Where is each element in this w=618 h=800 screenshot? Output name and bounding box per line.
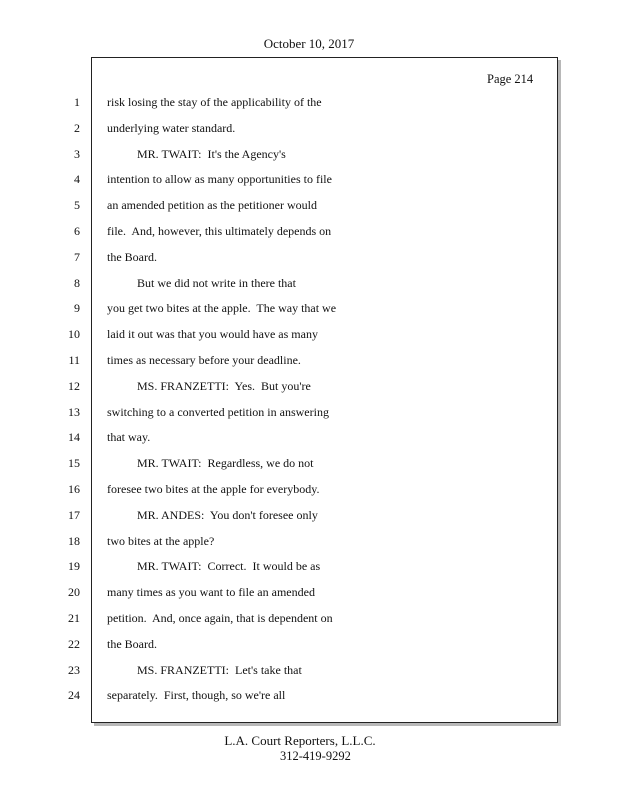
line-number: 15 [68,456,80,470]
transcript-line: laid it out was that you would have as many [107,327,318,341]
line-number: 18 [68,534,80,548]
line-number: 4 [74,172,80,186]
transcript-line: that way. [107,430,151,444]
line-number: 16 [68,482,80,496]
transcript-line: an amended petition as the petitioner would [107,198,317,212]
line-number: 24 [68,688,80,702]
transcript-line: switching to a converted petition in answering [107,405,329,419]
transcript-line: MS. FRANZETTI: Let's take that [107,663,302,677]
transcript-line: foresee two bites at the apple for everybody. [107,482,320,496]
transcript-line: But we did not write in there that [107,276,296,290]
line-number: 5 [74,198,80,212]
line-number: 23 [68,663,80,677]
transcript-line: separately. First, though, so we're all [107,688,286,702]
footer-company: L.A. Court Reporters, L.L.C. [224,733,376,748]
header-date: October 10, 2017 [263,36,355,51]
line-number: 12 [68,379,80,393]
line-number: 22 [68,637,80,651]
line-number: 6 [74,224,80,238]
transcript-line: times as necessary before your deadline. [107,353,301,367]
transcript-line: petition. And, once again, that is dependent on [107,611,333,625]
transcript-line: MS. FRANZETTI: Yes. But you're [107,379,311,393]
line-number: 21 [68,611,80,625]
line-number: 20 [68,585,80,599]
line-number: 9 [74,301,80,315]
line-number: 11 [68,353,80,367]
line-number: 1 [74,95,80,109]
transcript-line: the Board. [107,637,157,651]
transcript-line: two bites at the apple? [107,534,215,548]
transcript-line: file. And, however, this ultimately depends on [107,224,332,238]
line-number: 13 [68,405,80,419]
transcript-line: underlying water standard. [107,121,236,135]
line-number: 7 [74,250,80,264]
line-number: 8 [74,276,80,290]
line-number: 3 [74,147,80,161]
transcript-line: MR. TWAIT: Correct. It would be as [107,559,321,573]
footer-phone: 312-419-9292 [280,749,351,763]
page-number: Page 214 [487,72,534,86]
transcript-line: intention to allow as many opportunities to file [107,172,332,186]
transcript-line: MR. ANDES: You don't foresee only [107,508,318,522]
transcript-line: MR. TWAIT: It's the Agency's [107,147,286,161]
transcript-line: you get two bites at the apple. The way that we [107,301,337,315]
transcript-line: risk losing the stay of the applicability of the [107,95,322,109]
transcript-line: MR. TWAIT: Regardless, we do not [107,456,314,470]
line-number: 14 [68,430,80,444]
line-number: 2 [74,121,80,135]
line-number: 17 [68,508,80,522]
transcript-line: many times as you want to file an amended [107,585,315,599]
line-number: 19 [68,559,80,573]
transcript-line: the Board. [107,250,157,264]
line-number: 10 [68,327,80,341]
